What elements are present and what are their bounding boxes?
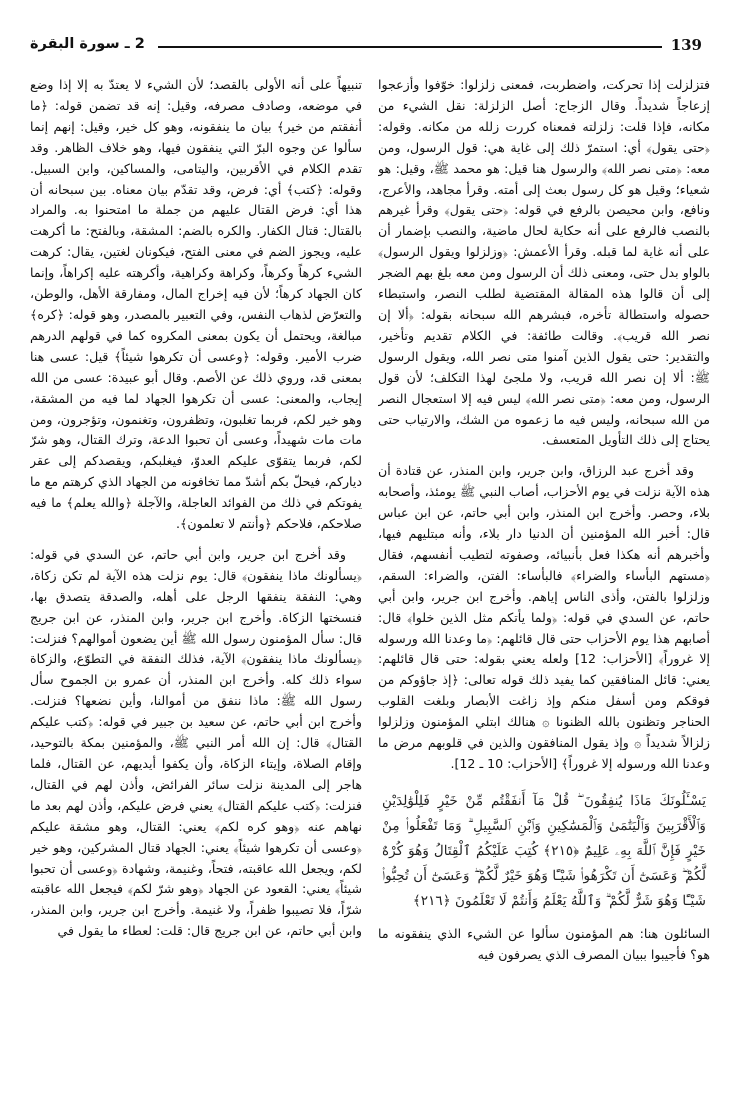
sura-title: 2 ـ سورة البقرة <box>30 36 145 52</box>
left-paragraph-1: تنبيهاً على أنه الأولى بالقصد؛ لأن الشيء لا يعتدّ به إلا إذا وضع في موضعه، وصادف مصرفه، وقيل: إنه قد تضمن قوله: ﴿ما أنفقتم من خير﴾ بيان ما ينفقونه، وهو كل خير، وقيل: إنهم إنما سألوا عن وجوه البرّ التي ينفقون فيها، وهو خلاف الظاهر. وقد تقدم الكلام في الأقربين، واليتامى، والمساكين، وابن السبيل. وقوله: ﴿كتب﴾ أي: فرض، وقد تقدّم بيان معناه. بين سبحانه أن هذا أي: فرض القتال عليهم من جملة ما امتحنوا به. والمراد بالقتال: قتال الكفار. والكره بالضم: المشقة، وبالفتح: ما أكرهت عليه، ويجوز الضم في معنى الفتح، فيكونان لغتين، يقال: كرهت الشيء كرهاً وكرهاً، وكراهة وكراهية، وأكرهته عليه إكراهاً، وإنما كان الجهاد كرهاً؛ لأن فيه إخراج المال، ومفارقة الأهل، والوطن، والتعرّض لذهاب النفس، وفي التعبير بالمصدر، وهو قوله: ﴿كره﴾ مبالغة، ويحتمل أن يكون بمعنى المكروه كما في قولهم الدرهم ضرب الأمير. وقوله: ﴿وعسى أن تكرهوا شيئاً﴾ قيل: عسى هنا بمعنى قد، وروي ذلك عن الأصم. وقال أبو عبيدة: عسى من الله إيجاب، والمعنى: عسى أن تكرهوا الجهاد لما فيه من المشقة، وهو خير لكم، فربما تغلبون، وتظفرون، وتغنمون، وتؤجرون، ومن مات مات شهيداً، وعسى أن تحبوا الدعة، وترك القتال، وهو شرّ لكم، فربما يتقوّى عليكم العدوّ، فيغلبكم، ويقصدكم إلى عقر دياركم، فيحلّ بكم أشدّ مما تخافونه من الجهاد الذي كرهتم مع ما يفوتكم في ذلك من الفوائد العاجلة، والآجلة ﴿والله يعلم﴾ ما فيه صلاحكم، فلاحكم ﴿وأنتم لا تعلمون﴾. <box>30 77 362 532</box>
quran-verse: يَسْـَٔلُونَكَ مَاذَا يُنفِقُونَ ۖ قُلْ مَآ أَنفَقْتُم مِّنْ خَيْرٍ فَلِلْوَٰلِدَيْنِ وَٱلْأَقْرَبِينَ وَٱلْيَتَٰمَىٰ وَٱلْمَسَٰكِينِ وَٱبْنِ ٱلسَّبِيلِ ۗ وَمَا تَفْعَلُوا۟ مِنْ خَيْرٍ فَإِنَّ ٱللَّهَ بِهِۦ عَلِيمٌ ﴿٢١٥﴾ كُتِبَ عَلَيْكُمُ ٱلْقِتَالُ وَهُوَ كُرْهٌ لَّكُمْ ۖ وَعَسَىٰٓ أَن تَكْرَهُوا۟ شَيْـًٔا وَهُوَ خَيْرٌ لَّكُمْ ۖ وَعَسَىٰٓ أَن تُحِبُّوا۟ شَيْـًٔا وَهُوَ شَرٌّ لَّكُمْ ۗ وَٱللَّهُ يَعْلَمُ وَأَنتُمْ لَا تَعْلَمُونَ ﴿٢١٦﴾ <box>382 792 707 909</box>
right-paragraph-3: السائلون هنا: هم المؤمنون سألوا عن الشيء الذي ينفقونه ما هو؟ فأجيبوا ببيان المصرف الذي يصرفون فيه <box>378 925 710 962</box>
right-column <box>378 75 710 1075</box>
left-column <box>30 75 362 1075</box>
page-header <box>30 36 702 66</box>
left-paragraph-2: وقد أخرج ابن جرير، وابن أبي حاتم، عن السدي في قوله: ﴿يسألونك ماذا ينفقون﴾ قال: يوم نزلت هذه الآية لم تكن زكاة، وهي: النفقة ينفقها الرجل على أهله، والصدقة يتصدق بها، فنسختها الزكاة. وأخرج ابن جرير، وابن المنذر، عن ابن جريج قال: سأل المؤمنون رسول الله ﷺ أين يضعون أموالهم؟ فنزلت: ﴿يسألونك ماذا ينفقون﴾ الآية، فذلك النفقة في التطوّع، والزكاة سواء ذلك كله. وأخرج ابن المنذر، أن عمرو بن الجموح سأل رسول الله ﷺ: ماذا ننفق من أموالنا، وأين نضعها؟ فنزلت. وأخرج ابن أبي حاتم، عن سعيد بن جبير في قوله: ﴿كتب عليكم القتال﴾ قال: إن الله أمر النبي ﷺ، والمؤمنين بمكة بالتوحيد، وإقام الصلاة، وإيتاء الزكاة، وأن يكفوا أيديهم، عن القتال، فلما هاجر إلى المدينة نزلت سائر الفرائض، وأذن لهم في القتال، فنزلت: ﴿كتب عليكم القتال﴾ يعني فرض عليكم، وأذن لهم بعد ما نهاهم عنه ﴿وهو كره لكم﴾ يعني: القتال، وهو مشقة عليكم ﴿وعسى أن تكرهوا شيئاً﴾ يعني: الجهاد قتال المشركين، وهو خير لكم، ويجعل الله عاقبته، فتحاً، وغنيمة، وشهادة ﴿وعسى أن تحبوا شيئاً﴾ يعني: القعود عن الجهاد ﴿وهو شرّ لكم﴾ فيجعل الله عاقبته شرّاً، فلا تصيبوا ظفراً، ولا غنيمة. وأخرج ابن جرير، وابن المنذر، وابن أبي حاتم، عن ابن جريج قال: قلت: لعطاء ما يقول في <box>30 546 362 939</box>
header-rule <box>158 46 662 48</box>
right-paragraph-1: فتزلزلت إذا تحركت، واضطربت، فمعنى زلزلوا: خوّفوا وأزعجوا إزعاجاً شديداً. وقال الزجاج: أصل الزلزلة: نقل الشيء من مكانه، فإذا قلت: زلزلته فمعناه كررت زلله من مكانه. وقوله: ﴿حتى يقول﴾ أي: استمرّ ذلك إلى غاية هي: قول الرسول، ومن معه: ﴿متى نصر الله﴾ والرسول هنا قيل: هو محمد ﷺ، وقيل: هو شعياء؛ وقيل هو كل رسول بعث إلى أمته. وقرأ مجاهد، والأعرج، ونافع، وابن محيصن بالرفع في قوله: ﴿حتى يقول﴾ وقرأ غيرهم بالنصب فالرفع على أنه حكاية لحال ماضية، والنصب بإضمار أن على أنه غاية لما قبله. وقرأ الأعمش: ﴿وزلزلوا ويقول الرسول﴾ بالواو بدل حتى، ومعنى ذلك أن الرسول ومن معه بلغ بهم الضجر إلى أن قالوا هذه المقالة المقتضية لطلب النصر، واستبطاء حصوله واستطالة تأخره، فبشرهم الله سبحانه بقوله: ﴿ألا إن نصر الله قريب﴾. وقالت طائفة: في الكلام تقديم وتأخير، والتقدير: حتى يقول الذين آمنوا متى نصر الله، ويقول الرسول ﷺ: ألا إن نصر الله قريب، ولا ملجئ لهذا التكلف؛ لأن قول الرسول، ومن معه: ﴿متى نصر الله﴾ ليس فيه إلا استعجال النصر من الله سبحانه، وليس فيه ما زعموه من الشك، والارتياب حتى يحتاج إلى ذلك التأويل المتعسف. <box>378 77 710 448</box>
right-paragraph-2: وقد أخرج عبد الرزاق، وابن جرير، وابن المنذر، عن قتادة أن هذه الآية نزلت في يوم الأحزاب، أصاب النبي ﷺ يومئذ، وأصحابه بلاء، وحصر. وأخرج ابن المنذر، وابن أبي حاتم، عن ابن عباس قال: أخبر الله المؤمنين أن الدنيا دار بلاء، وأنه مبتليهم فيها، وأخبرهم أنه هكذا فعل بأنبيائه، وصفوته لتطيب أنفسهم، فقال ﴿مستهم البأساء والضراء﴾ فالبأساء: الفتن، والضراء: السقم، وزلزلوا بالفتن، وأذى الناس إياهم. وأخرج ابن جرير، وابن أبي حاتم، عن السدي في قوله: ﴿ولما يأتكم مثل الذين خلوا﴾ قال: أصابهم هذا يوم الأحزاب حتى قال قائلهم: ﴿ما وعدنا الله ورسوله إلا غروراً﴾ [الأحزاب: 12] ولعله يعني بقوله: حتى قال قائلهم: يعني: قائل المنافقين كما يفيد ذلك قوله تعالى: ﴿إذ جاؤوكم من فوقكم ومن أسفل منكم وإذ زاغت الأبصار وبلغت القلوب الحناجر وتظنون بالله الظنونا ۞ هنالك ابتلي المؤمنون وزلزلوا زلزالاً شديداً ۞ وإذ يقول المنافقون والذين في قلوبهم مرض ما وعدنا الله ورسوله إلا غروراً﴾ [الأحزاب: 10 ـ 12]. <box>378 463 710 771</box>
page-number: 139 <box>670 36 702 54</box>
